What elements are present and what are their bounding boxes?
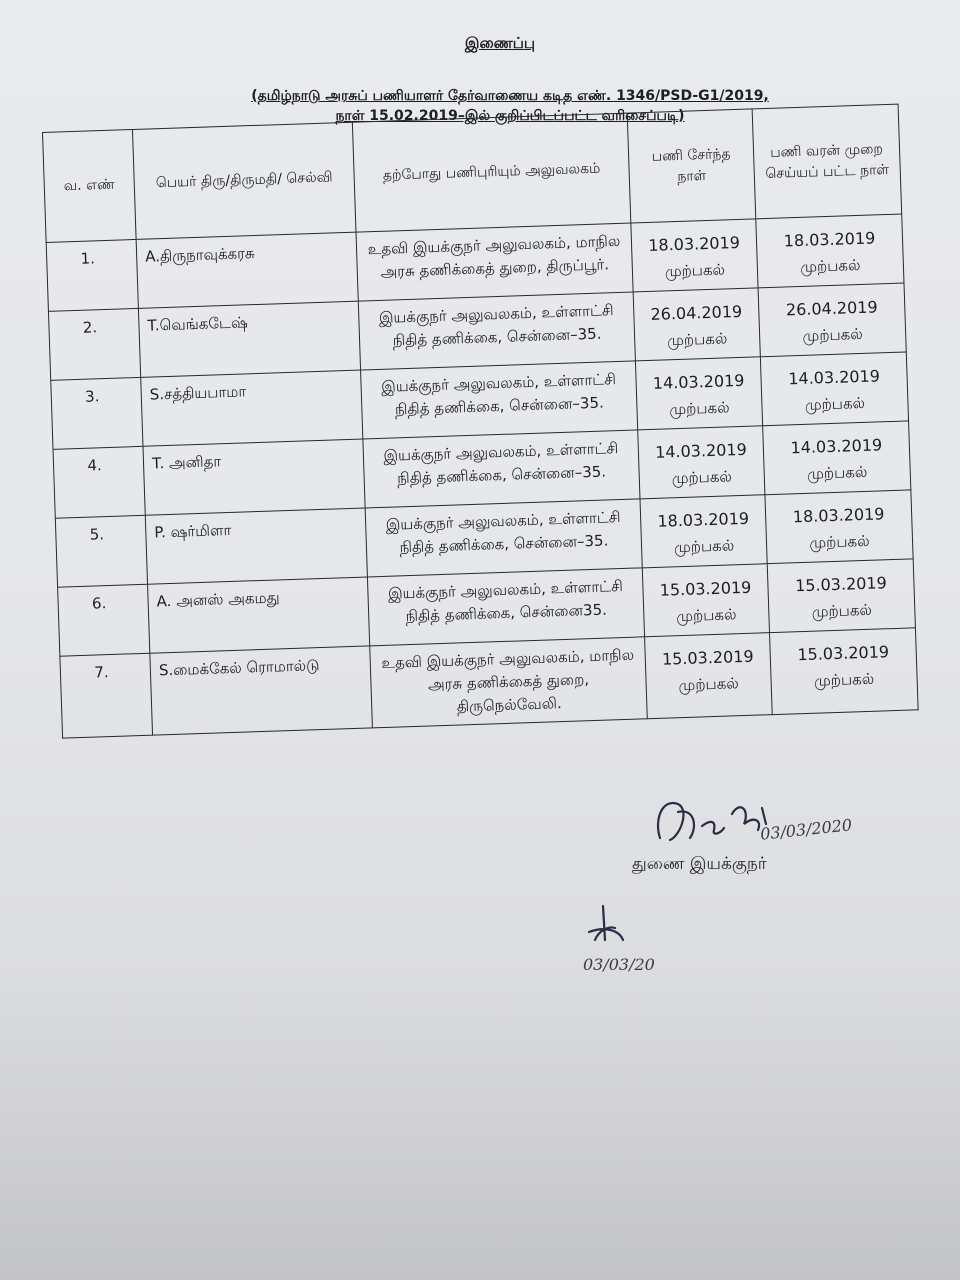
regularised-date: 15.03.2019 <box>794 573 888 596</box>
header-name: பெயர் திரு/திருமதி/ செல்வி <box>132 122 356 239</box>
joined-session: முற்பகல் <box>666 329 728 350</box>
regularised-date: 14.03.2019 <box>787 366 881 389</box>
regularised-date: 18.03.2019 <box>792 504 885 527</box>
row-name: A.திருநாவுக்கரசு <box>136 232 358 308</box>
initial-date: 03/03/20 <box>583 955 655 974</box>
joined-session: முற்பகல் <box>676 605 737 626</box>
row-sno: 4. <box>53 446 145 518</box>
reference-line-2: நாள் 15.02.2019–இல் குறிப்பிடப்பட்ட வரிசைப்படி) <box>335 108 685 124</box>
row-joined-date <box>638 426 765 499</box>
regularised-session: முற்பகல் <box>804 393 866 414</box>
joined-date: 14.03.2019 <box>652 370 745 393</box>
regularised-date: 15.03.2019 <box>797 642 890 665</box>
staff-table-container <box>42 104 918 739</box>
annexure-title: இணைப்பு <box>464 34 536 52</box>
joined-date: 18.03.2019 <box>647 232 741 255</box>
joined-date: 26.04.2019 <box>650 301 743 324</box>
header-regularised-date: பணி வரன் முறை செய்யப் பட்ட நாள் <box>752 104 902 219</box>
row-regularised-date <box>765 490 913 564</box>
regularised-date: 26.04.2019 <box>785 297 878 320</box>
paper-shadow <box>0 980 960 1280</box>
row-office: உதவி இயக்குநர் அலுவலகம், மாநில அரசு தணிக்கைத் துறை, திருப்பூர். <box>356 223 633 301</box>
row-name: T.வெங்கடேஷ் <box>138 301 360 377</box>
row-name: P. ஷர்மிளா <box>145 508 367 584</box>
row-sno: 2. <box>48 308 140 380</box>
row-joined-date <box>635 357 762 430</box>
signatory-designation: துணை இயக்குநர் <box>632 854 767 874</box>
row-regularised-date <box>756 214 904 288</box>
joined-session: முற்பகல் <box>671 467 733 488</box>
joined-date: 15.03.2019 <box>661 646 754 669</box>
row-regularised-date <box>760 352 908 426</box>
row-joined-date <box>645 633 773 719</box>
row-office: இயக்குநர் அலுவலகம், உள்ளாட்சி நிதித் தணிக்கை, சென்னை35. <box>367 568 644 646</box>
joined-date: 14.03.2019 <box>654 439 748 462</box>
row-joined-date <box>640 495 767 568</box>
header-joined-date: பணி சேர்ந்த நாள் <box>627 109 756 223</box>
row-office: இயக்குநர் அலுவலகம், உள்ளாட்சி நிதித் தணிக்கை, சென்னை–35. <box>363 430 640 508</box>
row-name: T. அனிதா <box>143 439 365 515</box>
regularised-session: முற்பகல் <box>800 255 861 276</box>
row-office: இயக்குநர் அலுவலகம், உள்ளாட்சி நிதித் தணிக்கை, சென்னை–35. <box>361 361 638 439</box>
row-regularised-date <box>769 628 918 715</box>
reference-line-1: (தமிழ்நாடு அரசுப் பணியாளர் தேர்வாணைய கடித எண். 1346/PSD-G1/2019, <box>251 88 769 104</box>
regularised-session: முற்பகல் <box>802 324 863 345</box>
regularised-date: 14.03.2019 <box>790 435 883 458</box>
regularised-session: முற்பகல் <box>806 462 868 483</box>
row-sno: 3. <box>51 377 143 449</box>
row-sno: 1. <box>46 239 138 311</box>
regularised-date: 18.03.2019 <box>783 228 876 251</box>
joined-session: முற்பகல் <box>673 536 735 557</box>
row-regularised-date <box>758 283 906 357</box>
row-sno: 5. <box>55 515 147 587</box>
row-joined-date <box>633 288 760 361</box>
row-office: உதவி இயக்குநர் அலுவலகம், மாநில அரசு தணிக்கைத் துறை, திருநெல்வேலி. <box>370 637 648 728</box>
row-name: A. அனஸ் அகமது <box>148 577 370 653</box>
row-joined-date <box>631 219 758 292</box>
joined-session: முற்பகல் <box>669 398 730 419</box>
joined-session: முற்பகல் <box>664 260 726 281</box>
row-office: இயக்குநர் அலுவலகம், உள்ளாட்சி நிதித் தணிக்கை, சென்னை–35. <box>365 499 642 577</box>
regularised-session: முற்பகல் <box>813 669 875 690</box>
joined-date: 15.03.2019 <box>659 577 752 600</box>
joined-date: 18.03.2019 <box>657 508 750 531</box>
regularised-session: முற்பகல் <box>811 600 873 621</box>
joined-session: முற்பகல் <box>678 674 739 695</box>
row-sno: 7. <box>60 653 153 738</box>
row-regularised-date <box>763 421 911 495</box>
row-name: S.மைக்கேல் ரொமால்டு <box>150 646 373 735</box>
row-joined-date <box>642 564 769 637</box>
header-sno: வ. எண் <box>43 129 137 242</box>
signature-date: 03/03/2020 <box>759 815 853 844</box>
row-regularised-date <box>767 559 915 633</box>
regularised-session: முற்பகல் <box>809 531 870 552</box>
row-office: இயக்குநர் அலுவலகம், உள்ளாட்சி நிதித் தணிக்கை, சென்னை–35. <box>358 292 635 370</box>
row-sno: 6. <box>58 584 150 656</box>
header-office: தற்போது பணிபுரியும் அலுவலகம் <box>352 113 630 232</box>
row-name: S.சத்தியபாமா <box>141 370 363 446</box>
staff-table <box>42 104 919 739</box>
